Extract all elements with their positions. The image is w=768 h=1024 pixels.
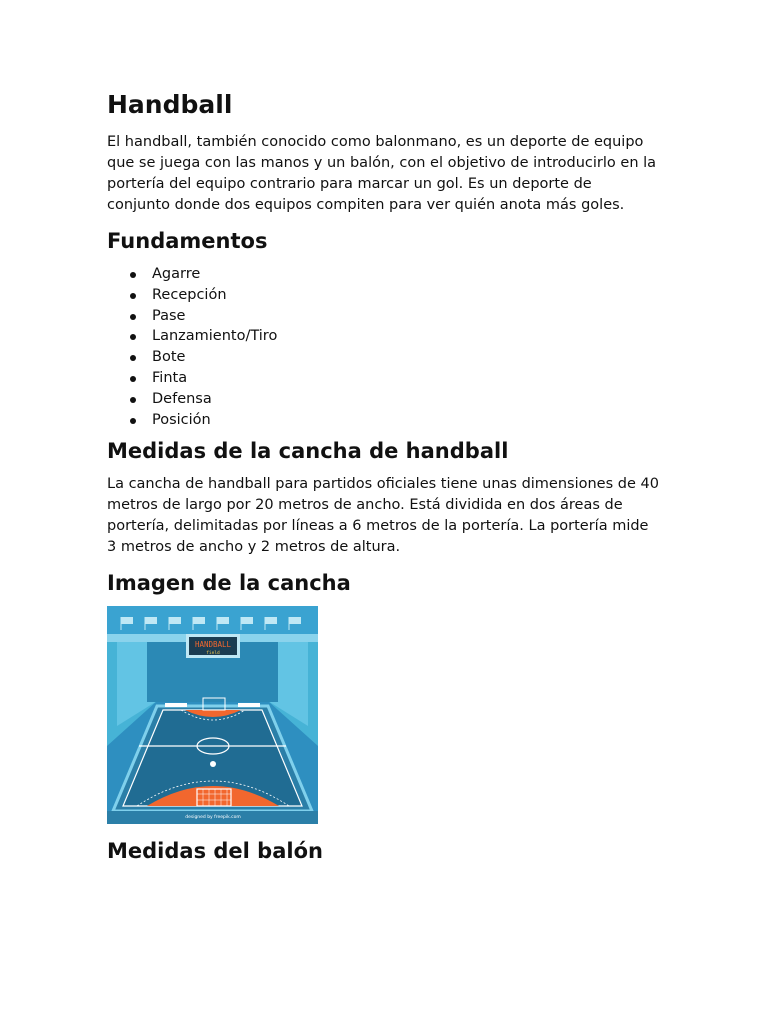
- medidas-balon-heading: Medidas del balón: [107, 839, 323, 864]
- scoreboard-sub: field: [206, 651, 220, 657]
- document-page: [107, 88, 667, 874]
- list-item: Agarre: [152, 264, 667, 285]
- imagen-heading: Imagen de la cancha: [107, 571, 351, 596]
- medidas-cancha-heading: Medidas de la cancha de handball: [107, 439, 509, 464]
- scoreboard-title: HANDBALL: [194, 640, 232, 650]
- medidas-cancha-paragraph: La cancha de handball para partidos oficiales tiene unas dimensiones de 40 metros de largo por 20 metros de ancho. Está dividida en dos áreas de portería, delimitadas por líneas a 6 metros de la portería. La portería mide 3 metros de ancho y 2 metros de altura.: [107, 476, 659, 556]
- list-item: Pase: [152, 306, 667, 327]
- list-item: Bote: [152, 347, 667, 368]
- list-item: Recepción: [152, 285, 667, 306]
- bench-right: [238, 703, 260, 707]
- intro-paragraph: El handball, también conocido como balonmano, es un deporte de equipo que se juega con las manos y un balón, con el objetivo de introducirlo en la portería del equipo contrario para marcar un gol. Es un deporte de conjunto donde dos equipos compiten para ver quién anota más goles.: [107, 134, 657, 213]
- list-item: Defensa: [152, 389, 667, 410]
- top-band: [107, 606, 318, 636]
- ball: [210, 761, 216, 767]
- handball-court-illustration: [107, 606, 318, 824]
- bench-left: [165, 703, 187, 707]
- image-credit: designed by freepik.com: [185, 815, 241, 821]
- court-image: [107, 606, 318, 824]
- fundamentos-list: [107, 264, 667, 430]
- list-item: Finta: [152, 368, 667, 389]
- list-item: Posición: [152, 410, 667, 431]
- fundamentos-heading: Fundamentos: [107, 229, 268, 253]
- list-item: Lanzamiento/Tiro: [152, 326, 667, 347]
- page-title: Handball: [107, 90, 233, 119]
